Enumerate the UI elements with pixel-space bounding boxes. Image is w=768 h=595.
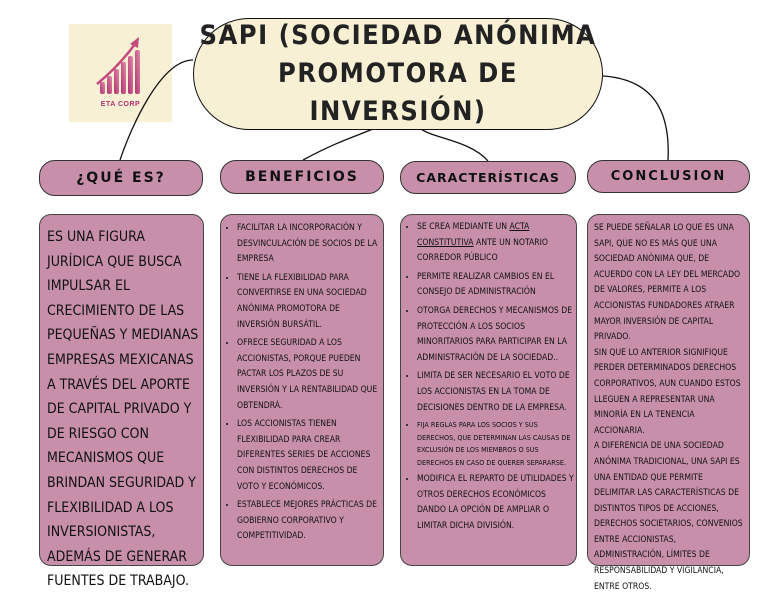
page-title: SAPI (SOCIEDAD ANÓNIMA PROMOTORA DE INVERSIÓN) bbox=[199, 20, 597, 127]
list-item bbox=[417, 220, 574, 267]
heading-que-es: ¿QUÉ ES? bbox=[39, 160, 203, 196]
heading-caracteristicas: CARACTERÍSTICAS bbox=[400, 161, 576, 194]
title-bubble bbox=[193, 18, 603, 130]
item-text: ANTE UN NOTARIO CORREDOR PÚBLICO bbox=[417, 237, 549, 264]
list-item: • PERMITE REALIZAR CAMBIOS EN EL CONSEJO DE ADMINISTRACIÓN bbox=[417, 270, 574, 301]
conclusion-paragraph: SIN QUE LO ANTERIOR SIGNIFIQUE PERDER DETERMINADOS DERECHOS CORPORATIVOS, AUN CUANDO ESTOS LLEGUEN A REPRESENTAR UNA MINORÍA EN LA TENENCIA ACCIONARIA. bbox=[594, 347, 741, 436]
beneficios-list bbox=[223, 221, 381, 545]
list-item: • MODIFICA EL REPARTO DE UTILIDADES Y OTROS DERECHOS ECONÓMICOS DANDO LA OPCIÓN DE AMPLIAR O LIMITAR DICHA DIVISIÓN. bbox=[417, 472, 574, 534]
logo-text: ETA CORP bbox=[100, 101, 141, 108]
beneficios-box bbox=[220, 214, 384, 566]
que-es-box bbox=[39, 214, 204, 590]
list-item: • LOS ACCIONISTAS TIENEN FLEXIBILIDAD PARA CREAR DIFERENTES SERIES DE ACCIONES CON DISTINTOS DERECHOS DE VOTO Y ECONÓMICOS. bbox=[237, 417, 381, 495]
item-text: SE CREA MEDIANTE UN bbox=[417, 222, 510, 232]
heading-beneficios: BENEFICIOS bbox=[220, 160, 384, 194]
list-item: • OFRECE SEGURIDAD A LOS ACCIONISTAS, PORQUE PUEDEN PACTAR LOS PLAZOS DE SU INVERSIÓN Y LA RENTABILIDAD QUE OBTENDRÁ. bbox=[237, 336, 381, 414]
conclusion-paragraph: A DIFERENCIA DE UNA SOCIEDAD ANÓNIMA TRADICIONAL, UNA SAPI ES UNA ENTIDAD QUE PERMITE DELIMITAR LAS CARACTERÍSTICAS DE DISTINTOS TIPOS DE ACCIONES, DERECHOS SOCIETARIOS, CONVENIOS ENTRE ACCIONISTAS, ADMINISTRACIÓN, LÍMITES DE RESPONSABILIDAD Y VIGILANCIA, ENTRE OTROS. bbox=[594, 441, 743, 592]
heading-conclusion: CONCLUSION bbox=[587, 160, 750, 193]
conclusion-box bbox=[587, 214, 750, 592]
list-item: • OTORGA DERECHOS Y MECANISMOS DE PROTECCIÓN A LOS SOCIOS MINORITARIOS PARA PARTICIPAR EN LA ADMINISTRACIÓN DE LA SOCIEDAD.. bbox=[417, 304, 574, 366]
conclusion-paragraph: SE PUEDE SEÑALAR LO QUE ES UNA SAPI, QUE NO ES MÁS QUE UNA SOCIEDAD ANÓNIMA QUE, DE ACUERDO CON LA LEY DEL MERCADO DE VALORES, PERMITE A LOS ACCIONISTAS FUNDADORES ATRAER MAYOR INVERSIÓN DE CAPITAL PRIVADO. bbox=[594, 223, 741, 343]
caracteristicas-list bbox=[403, 220, 574, 535]
list-item: • FACILITAR LA INCORPORACIÓN Y DESVINCULACIÓN DE SOCIOS DE LA EMPRESA bbox=[237, 221, 381, 268]
list-item: • FIJA REGLAS PARA LOS SOCIOS Y SUS DERECHOS, QUE DETERMINAN LAS CAUSAS DE EXCLUSIÓN DE LOS MIEMBROS O SUS DERECHOS EN CASO DE QUERER SEPARARSE. bbox=[417, 419, 574, 469]
list-item: • ESTABLECE MEJORES PRÁCTICAS DE GOBIERNO CORPORATIVO Y COMPETITIVIDAD. bbox=[237, 498, 381, 545]
list-item: • TIENE LA FLEXIBILIDAD PARA CONVERTIRSE EN UNA SOCIEDAD ANÓNIMA PROMOTORA DE INVERSIÓN BURSÁTIL. bbox=[237, 271, 381, 333]
caracteristicas-box bbox=[400, 214, 577, 566]
que-es-text: ES UNA FIGURA JURÍDICA QUE BUSCA IMPULSAR EL CRECIMIENTO DE LAS PEQUEÑAS Y MEDIANAS EMPRESAS MEXICANAS A TRAVÉS DEL APORTE DE CAPITAL PRIVADO Y DE RIESGO CON MECANISMOS QUE BRINDAN SEGURIDAD Y FLEXIBILIDAD A LOS INVERSIONISTAS, ADEMÁS DE GENERAR FUENTES DE TRABAJO. bbox=[47, 229, 199, 590]
acta-constitutiva-link[interactable]: ACTA CONSTITUTIVA bbox=[417, 222, 530, 248]
list-item: • LIMITA DE SER NECESARIO EL VOTO DE LOS ACCIONISTAS EN LA TOMA DE DECISIONES DENTRO DE LA EMPRESA. bbox=[417, 369, 574, 416]
